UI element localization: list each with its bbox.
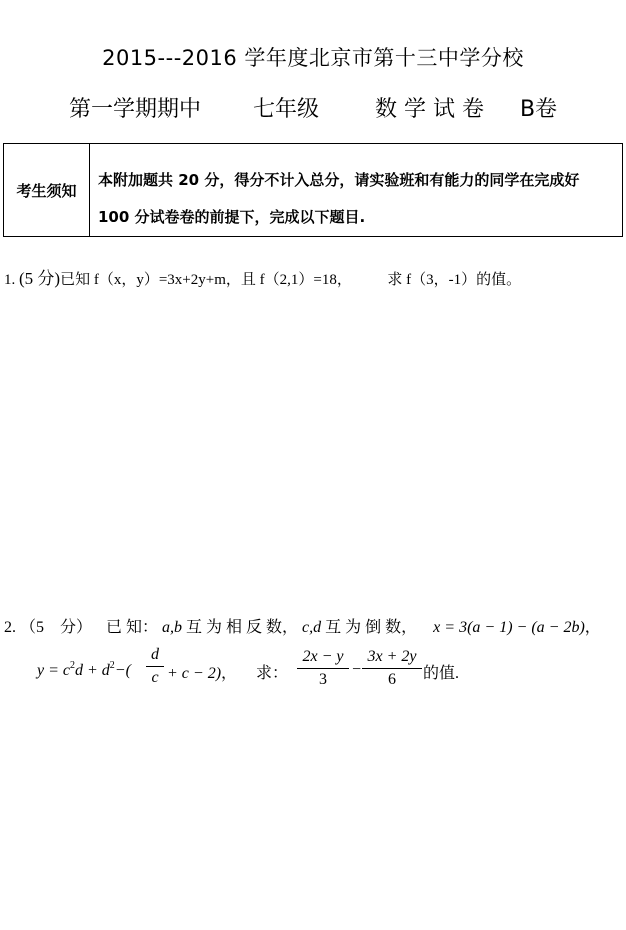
- d-over-c-fraction: [146, 646, 164, 687]
- notice-label: 考生须知: [4, 144, 90, 236]
- fraction-numerator: d: [151, 646, 159, 663]
- cd-condition: 互 为 倒 数，: [325, 619, 418, 636]
- y-expr-part-b: d + d: [75, 662, 110, 679]
- question-2-line-1: [4, 614, 601, 637]
- exam-title-line1: 2015---2016 学年度北京市第十三中学分校: [102, 46, 524, 70]
- fraction-2-denominator: 6: [388, 671, 396, 688]
- fraction-3x-plus-2y-over-6: [362, 648, 422, 689]
- semester-label: 第一学期期中: [68, 97, 201, 122]
- question-1-text: 已知 f（x，y）=3x+2y+m，且 f（2,1）=18，: [60, 272, 352, 288]
- y-expr-part-c: −(: [114, 662, 131, 679]
- fraction-1-bar: [297, 668, 349, 669]
- notice-content: [98, 162, 616, 236]
- ab-variables: a,b: [162, 619, 183, 636]
- question-2-known: 已 知：: [106, 619, 159, 636]
- subject-label: 数 学 试 卷: [374, 97, 484, 122]
- question-1-ask: 求 f（3，-1）的值。: [387, 272, 522, 288]
- question-1-number: 1.: [4, 272, 16, 288]
- fraction-2-numerator: 3x + 2y: [367, 648, 417, 665]
- ab-condition: 互 为 相 反 数，: [186, 619, 299, 636]
- x-comma: ，: [584, 619, 601, 636]
- fraction-1-denominator: 3: [319, 671, 327, 688]
- notice-line-2: 100 分试卷卷的前提下，完成以下题目.: [98, 208, 366, 226]
- question-2-number: 2.: [4, 619, 16, 636]
- question-2-ask: 求：: [256, 665, 289, 682]
- fraction-2x-minus-y-over-3: [297, 648, 349, 689]
- exam-title-line2: [0, 92, 626, 123]
- y-comma: ，: [221, 665, 238, 682]
- candidate-notice-box: [3, 143, 623, 237]
- fraction-2-bar: [362, 668, 422, 669]
- y-expression-tail: [167, 660, 237, 683]
- fraction-1-numerator: 2x − y: [302, 648, 344, 665]
- cd-variables: c,d: [302, 619, 322, 636]
- paper-version-label: B卷: [519, 97, 558, 122]
- grade-label: 七年级: [252, 97, 319, 122]
- x-expression: x = 3(a − 1) − (a − 2b): [433, 619, 585, 636]
- minus-sign: −: [351, 661, 362, 678]
- question-2-suffix: 的值.: [423, 665, 460, 682]
- question-1-points: (5 分): [19, 269, 61, 288]
- fraction-bar: [146, 666, 164, 667]
- question-1: [4, 264, 521, 289]
- notice-line-1: 本附加题共 20 分，得分不计入总分，请实验班和有能力的同学在完成好: [98, 171, 580, 189]
- y-expression: $y = c^2d + d^2-$(: [37, 660, 131, 679]
- y-expr-part-a: y = c: [37, 662, 70, 679]
- question-2-points: （5 分）: [20, 619, 93, 636]
- y-expr-part-d: + c − 2): [167, 665, 222, 682]
- fraction-denominator: c: [151, 669, 159, 686]
